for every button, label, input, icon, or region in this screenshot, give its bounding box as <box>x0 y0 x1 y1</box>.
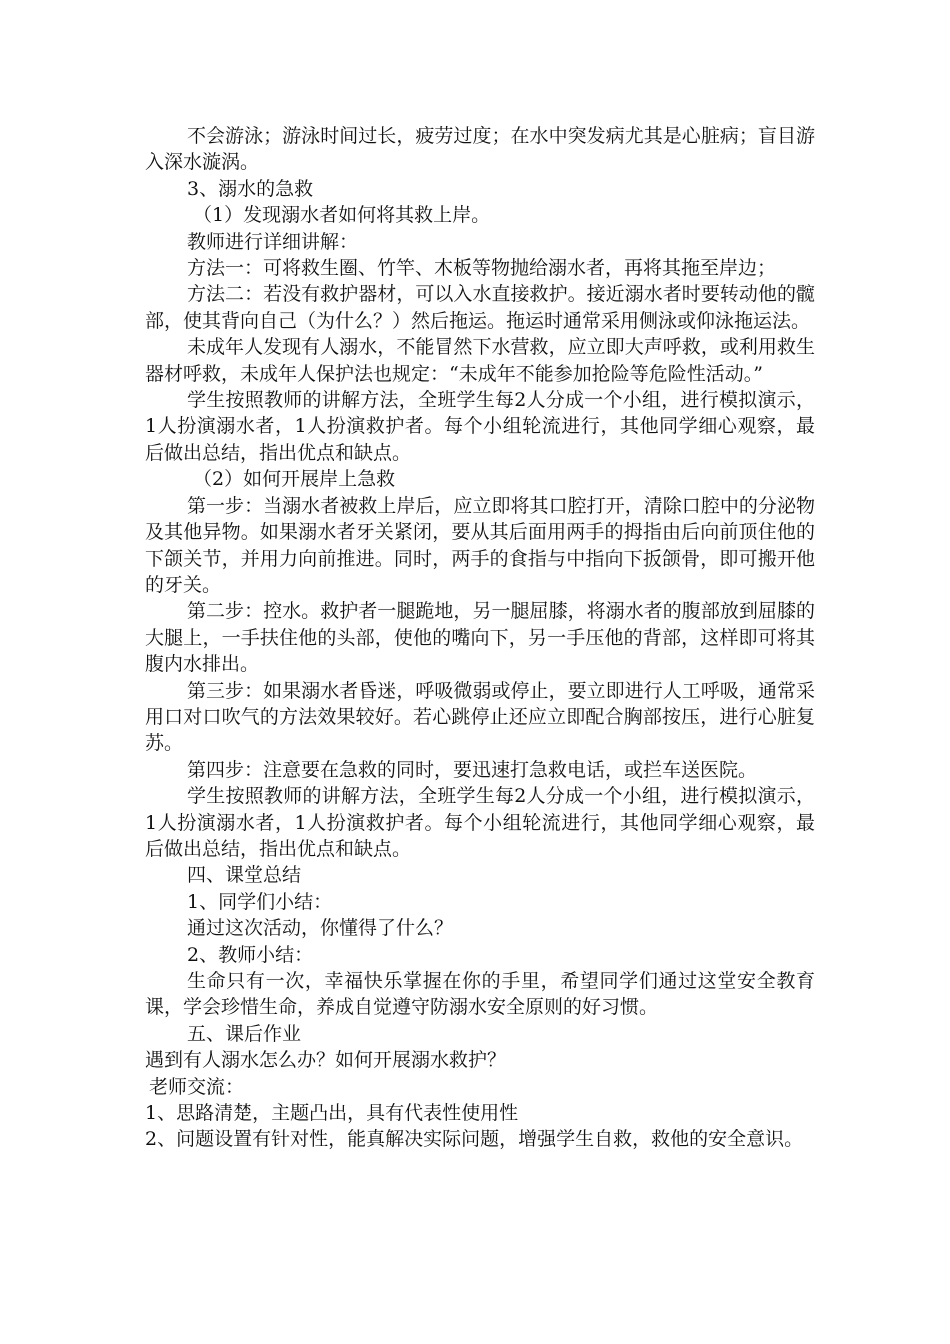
paragraph-step-three: 第三步：如果溺水者昏迷，呼吸微弱或停止，要立即进行人工呼吸，通常采用口对口吹气的方法效果较好。若心跳停止还应立即配合胸部按压，进行心脏复苏。 <box>145 679 815 755</box>
paragraph-minors-rescue: 未成年人发现有人溺水，不能冒然下水营救，应立即大声呼救，或利用救生器材呼救，未成年人保护法也规定：“未成年不能参加抢险等危险性活动。” <box>145 336 815 385</box>
heading-class-summary: 四、课堂总结 <box>187 864 302 887</box>
paragraph-drowning-causes: 不会游泳；游泳时间过长，疲劳过度；在水中突发病尤其是心脏病；盲目游入深水漩涡。 <box>145 125 815 174</box>
paragraph-method-one: 方法一：可将救生圈、竹竿、木板等物抛给溺水者，再将其拖至岸边； <box>187 257 777 280</box>
heading-drowning-first-aid: 3、溺水的急救 <box>187 177 314 200</box>
subheading-rescue-to-shore: （1）发现溺水者如何将其救上岸。 <box>193 204 491 227</box>
paragraph-exchange-point-1: 1、思路清楚，主题凸出，具有代表性使用性 <box>145 1102 519 1125</box>
paragraph-teacher-explains: 教师进行详细讲解： <box>187 230 359 253</box>
heading-homework: 五、课后作业 <box>187 1022 302 1045</box>
paragraph-exchange-point-2: 2、问题设置有针对性，能真解决实际问题，增强学生自救，救他的安全意识。 <box>145 1128 804 1151</box>
heading-teacher-exchange: 老师交流： <box>149 1075 245 1098</box>
paragraph-step-four: 第四步：注意要在急救的同时，要迅速打急救电话，或拦车送医院。 <box>187 758 758 781</box>
paragraph-student-practice-1: 学生按照教师的讲解方法，全班学生每2人分成一个小组，进行模拟演示，1人扮演溺水者，1人扮演救护者。每个小组轮流进行，其他同学细心观察，最后做出总结，指出优点和缺点。 <box>145 389 815 464</box>
paragraph-method-two: 方法二：若没有救护器材，可以入水直接救护。接近溺水者时要转动他的髋部，使其背向自己（为什么？）然后拖运。拖运时通常采用侧泳或仰泳拖运法。 <box>145 283 815 332</box>
heading-teacher-summary: 2、教师小结： <box>187 943 314 966</box>
paragraph-homework-question: 遇到有人溺水怎么办？如何开展溺水救护？ <box>145 1049 507 1072</box>
heading-student-summary: 1、同学们小结： <box>187 890 333 913</box>
paragraph-teacher-summary: 生命只有一次，幸福快乐掌握在你的手里，希望同学们通过这堂安全教育课，学会珍惜生命，养成自觉遵守防溺水安全原则的好习惯。 <box>145 970 815 1019</box>
document-body <box>145 123 815 1153</box>
paragraph-summary-question: 通过这次活动，你懂得了什么？ <box>187 917 454 940</box>
paragraph-student-practice-2: 学生按照教师的讲解方法，全班学生每2人分成一个小组，进行模拟演示，1人扮演溺水者，1人扮演救护者。每个小组轮流进行，其他同学细心观察，最后做出总结，指出优点和缺点。 <box>145 785 815 860</box>
paragraph-step-one: 第一步：当溺水者被救上岸后，应立即将其口腔打开，清除口腔中的分泌物及其他异物。如果溺水者牙关紧闭，要从其后面用两手的拇指由后向前顶住他的下颌关节，并用力向前推进。同时，两手的食指与中指向下扳颌骨，即可搬开他的牙关。 <box>145 494 815 596</box>
subheading-shore-first-aid: （2）如何开展岸上急救 <box>193 468 396 491</box>
paragraph-step-two: 第二步：控水。救护者一腿跪地，另一腿屈膝，将溺水者的腹部放到屈膝的大腿上，一手扶住他的头部，使他的嘴向下，另一手压他的背部，这样即可将其腹内水排出。 <box>145 600 815 676</box>
